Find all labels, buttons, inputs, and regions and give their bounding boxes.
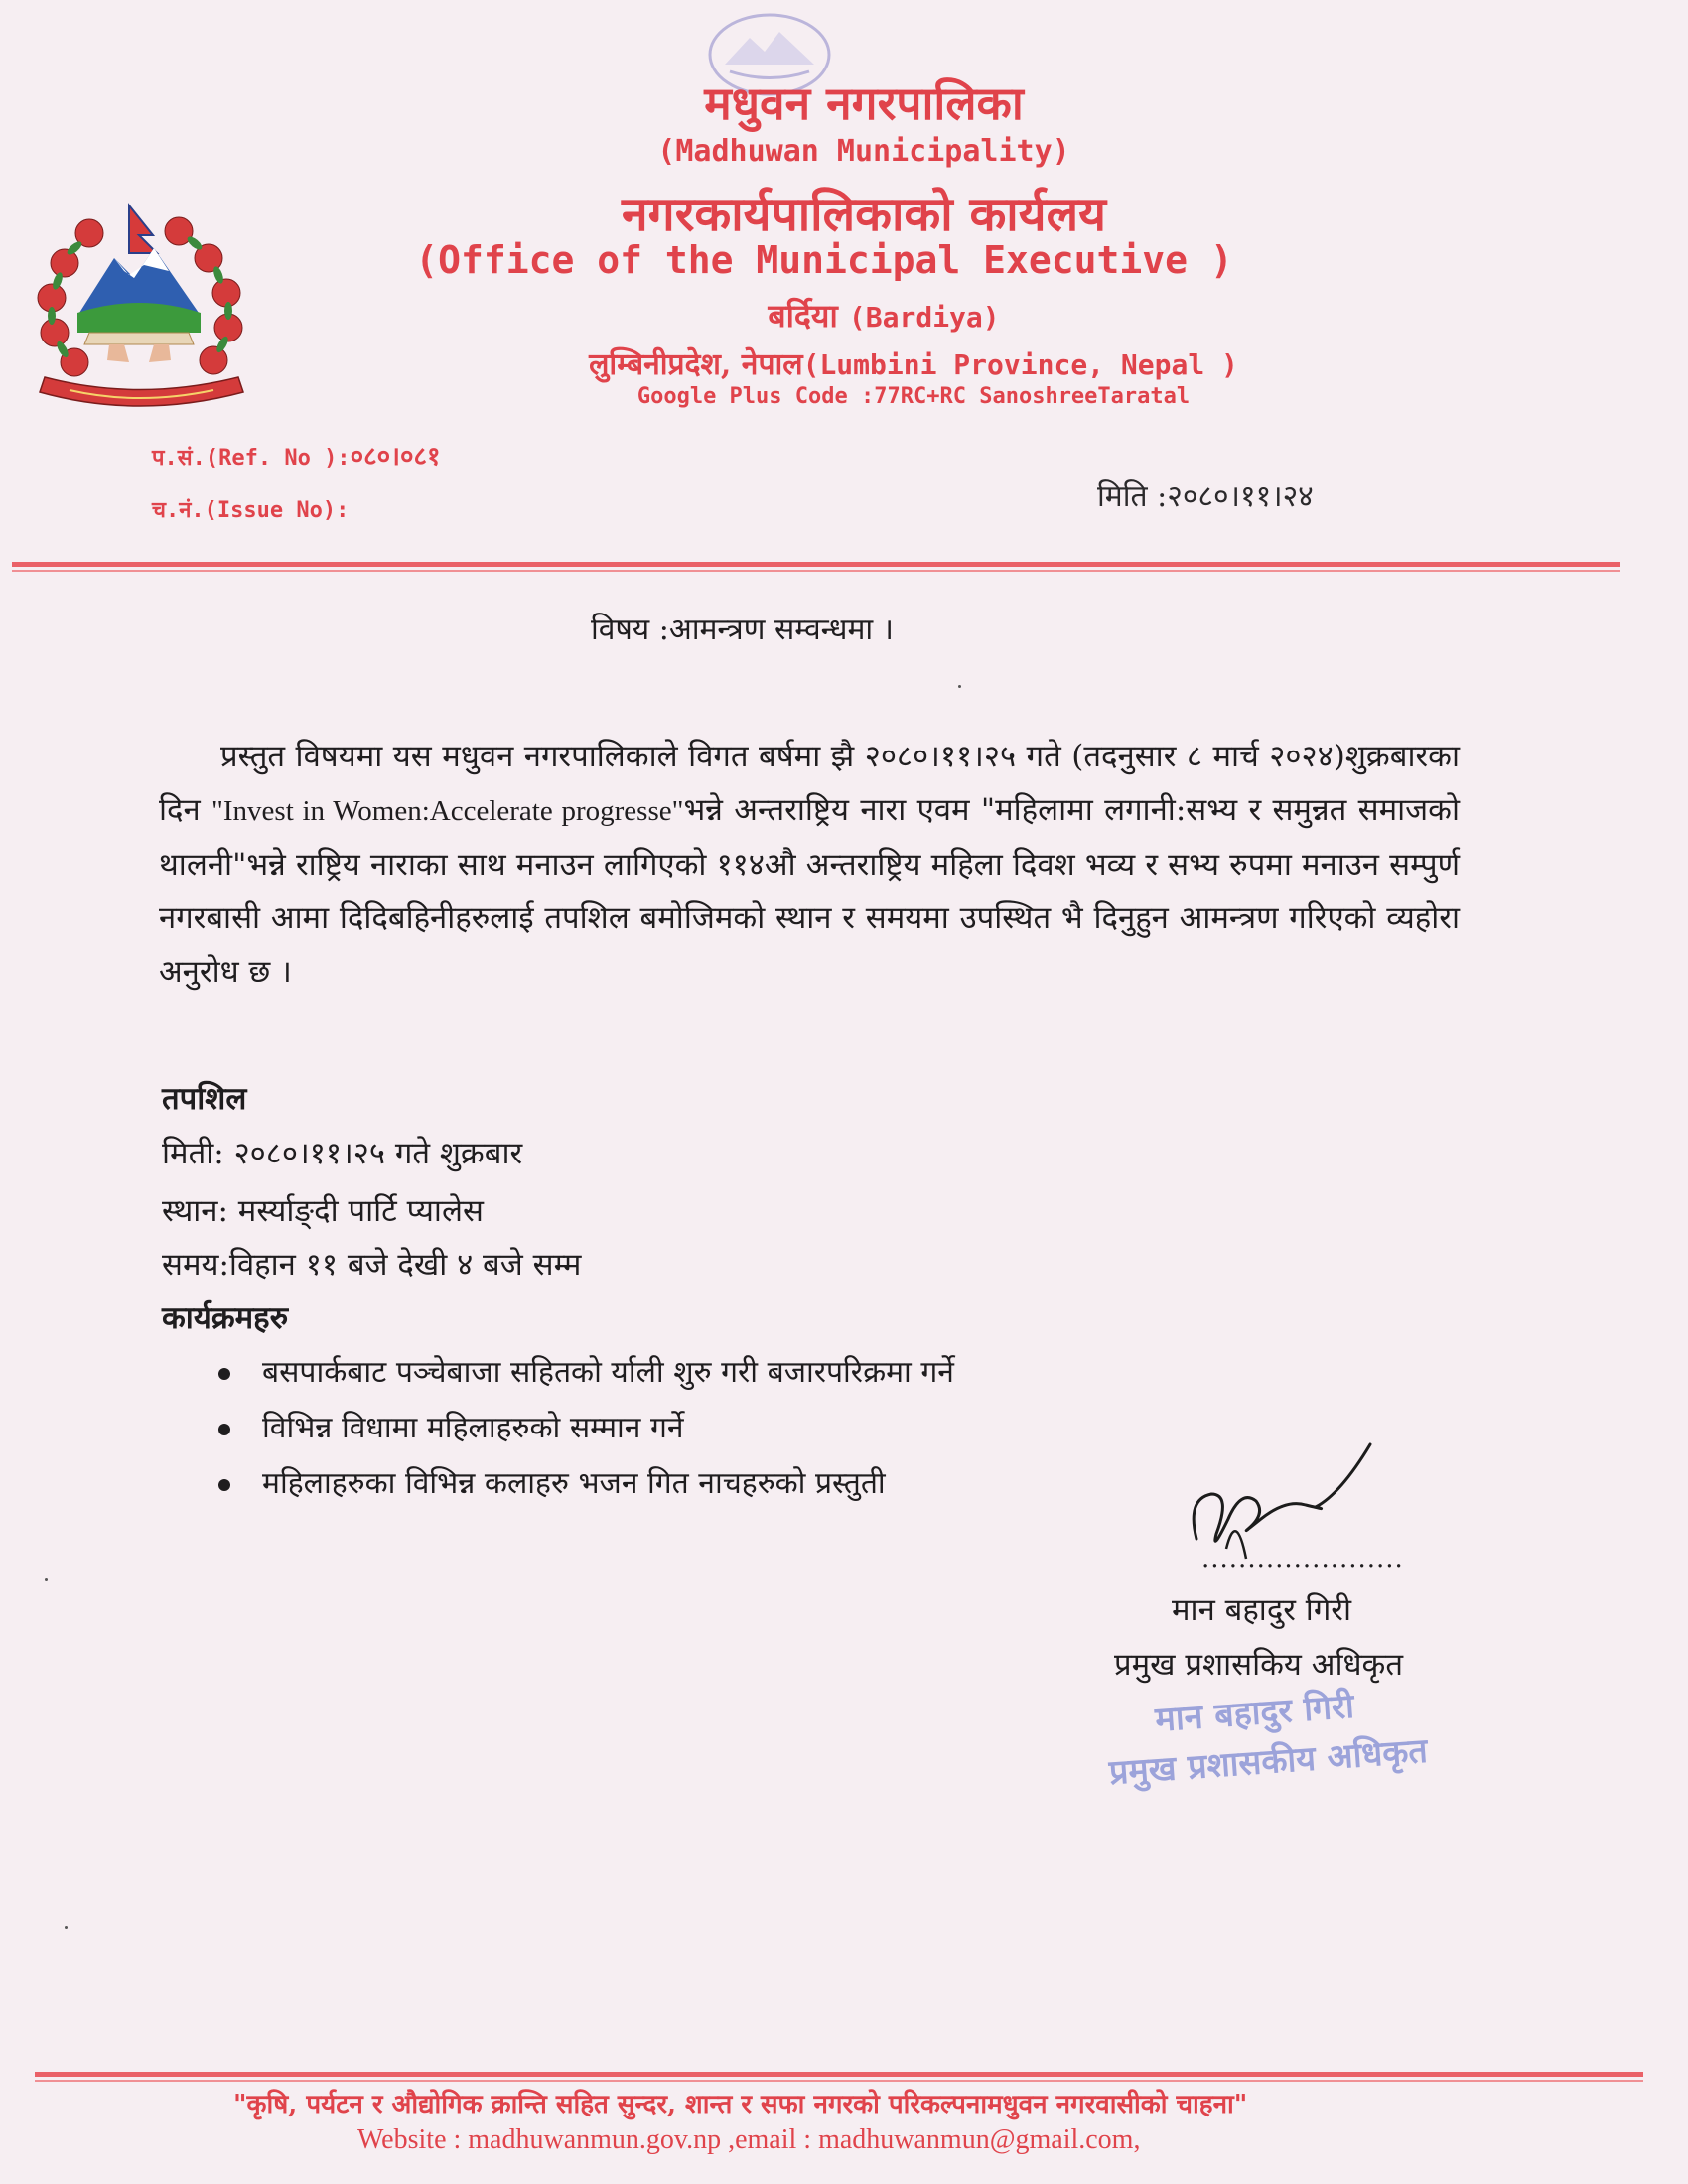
program-text: महिलाहरुका विभिन्न कलाहरु भजन गित नाचहरुको प्रस्तुती <box>262 1466 886 1501</box>
list-item <box>218 1350 954 1406</box>
programs-list <box>218 1350 954 1517</box>
letter-subject: विषय :आमन्त्रण सम्वन्धमा । <box>591 613 895 647</box>
scan-speck <box>65 1926 68 1929</box>
municipality-name-english: (Madhuwan Municipality) <box>657 134 1070 169</box>
paragraph-part-2: भन्ने अन्तराष्ट्रिय नारा एवम "महिलामा लगानी:सभ्य र समुन्नत समाजको थालनी"भन्ने राष्ट्रिय नाराका साथ मनाउन लागिएको ११४औ अन्तराष्ट्रिय महिला दिवश भव्य र सभ्य रुपमा मनाउन सम्पुर्ण नगरबासी आमा दिदिबहिनीहरुलाई तपशिल बमोजिमको स्थान र समयमा उपस्थित भै दिनुहुन आमन्त्रण गरिएको व्यहोरा अनुरोध छ । <box>159 792 1460 990</box>
province-nepali: लुम्बिनीप्रदेश, नेपाल <box>589 347 803 382</box>
district-line <box>238 294 1529 337</box>
signatory-name: मान बहादुर गिरी <box>1172 1592 1352 1628</box>
signature-line: ...................... <box>1201 1544 1404 1573</box>
paragraph-english-slogan: "Invest in Women:Accelerate progresse" <box>211 795 684 827</box>
district-nepali: बर्दिया <box>768 297 838 335</box>
stamp-title: प्रमुख प्रशासकीय अधिकृत <box>1107 1730 1429 1794</box>
signatory-title: प्रमुख प्रशासकिय अधिकृत <box>1114 1647 1404 1683</box>
stamp-name: मान बहादुर गिरी <box>1154 1686 1356 1740</box>
list-item <box>218 1406 954 1461</box>
event-time: समय:विहान ११ बजे देखी ४ बजे सम्म <box>162 1247 582 1283</box>
header-divider-thin <box>12 570 1620 572</box>
office-name-nepali: नगरकार्यपालिकाको कार्यलय <box>622 187 1106 242</box>
date-label: मिति : <box>1097 479 1168 514</box>
list-item <box>218 1461 954 1517</box>
event-date: मिती: २०८०।११।२५ गते शुक्रबार <box>162 1136 523 1171</box>
bullet-icon <box>218 1424 230 1435</box>
district-english: (Bardiya) <box>848 301 1000 334</box>
program-text: विभिन्न विधामा महिलाहरुको सम्मान गर्ने <box>262 1411 684 1445</box>
tapshil-heading: तपशिल <box>162 1081 247 1117</box>
reference-number <box>152 437 441 473</box>
province-line <box>268 342 1559 383</box>
scan-speck <box>958 685 961 688</box>
letter-body-paragraph <box>159 730 1460 999</box>
bullet-icon <box>218 1479 230 1491</box>
scan-speck <box>45 1578 48 1581</box>
office-name-english: (Office of the Municipal Executive ) <box>415 238 1233 282</box>
footer-contact: Website : madhuwanmun.gov.np ,email : madhuwanmun@gmail.com, <box>357 2124 1141 2155</box>
program-text: बसपार्कबाट पञ्चेबाजा सहितको र्याली शुरु गरी बजारपरिक्रमा गर्ने <box>262 1355 954 1390</box>
issue-number-label: च.नं.(Issue No): <box>152 498 350 523</box>
plus-code: Google Plus Code :77RC+RC SanoshreeTaratal <box>636 384 1191 409</box>
footer-divider <box>35 2072 1643 2077</box>
ref-value: ०८०।०८१ <box>350 442 441 472</box>
letter-date <box>1097 475 1314 515</box>
municipality-name-nepali: मधुवन नगरपालिका <box>704 76 1024 130</box>
event-place: स्थान: मर्स्याङ्दी पार्टि प्यालेस <box>162 1193 484 1229</box>
date-value: २०८०।११।२४ <box>1167 479 1314 514</box>
programs-heading: कार्यक्रमहरु <box>162 1300 289 1336</box>
ref-label: प.सं.(Ref. No ): <box>152 446 351 471</box>
header-divider <box>12 562 1620 567</box>
footer-divider-thin <box>35 2080 1643 2082</box>
paragraph-part-1: प्रस्तुत विषयमा यस मधुवन नगरपालिकाले विगत बर्षमा झै २०८०।११।२५ गते (तदनुसार ८ मार्च २०२४)शुक्रबारका दिन <box>159 739 1460 828</box>
footer-slogan: "कृषि, पर्यटन र औद्योगिक क्रान्ति सहित सुन्दर, शान्त र सफा नगरको परिकल्पनामधुवन नगरवासीको चाहना" <box>233 2090 1248 2119</box>
province-english: (Lumbini Province, Nepal ) <box>802 348 1238 381</box>
bullet-icon <box>218 1368 230 1380</box>
official-stamp <box>1104 1677 1429 1798</box>
